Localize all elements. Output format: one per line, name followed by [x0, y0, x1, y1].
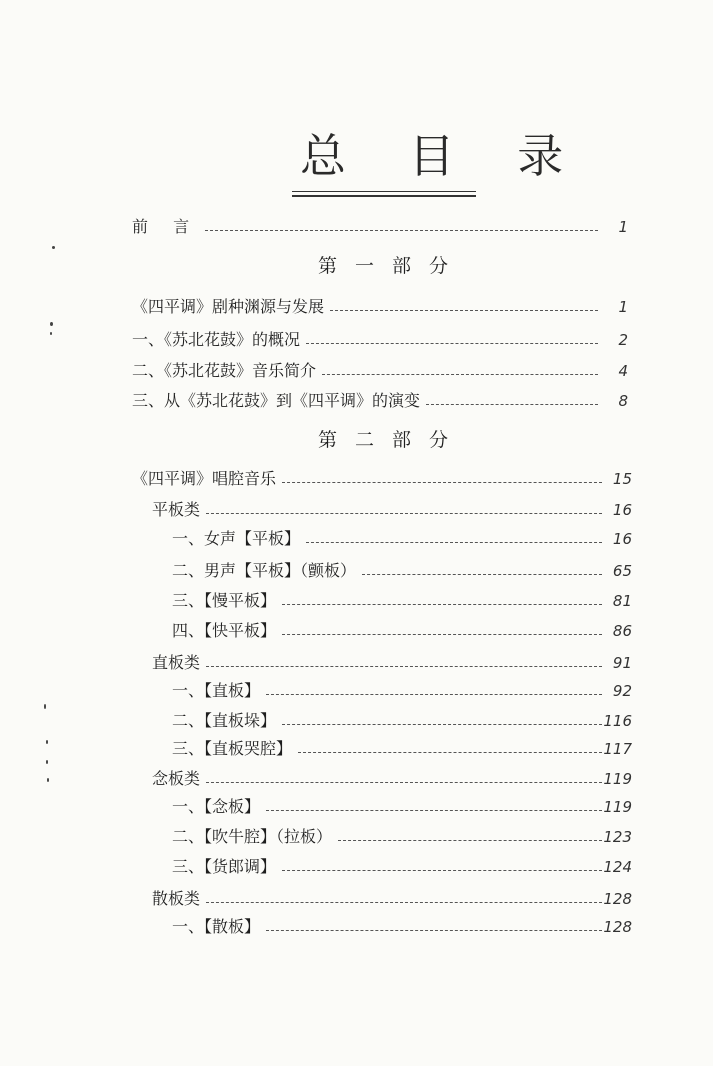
scan-speck	[47, 778, 49, 782]
toc-entry	[172, 524, 632, 550]
entry-page-number: 15	[612, 470, 632, 488]
entry-label: 念板类	[152, 769, 201, 788]
entry-page-number: 119	[603, 770, 632, 788]
entry-label: 二、【直板垛】	[172, 711, 277, 730]
dot-leader	[338, 840, 602, 841]
dot-leader	[206, 513, 602, 514]
entry-page-number: 117	[603, 740, 632, 758]
dot-leader	[362, 574, 602, 575]
entry-page-number: 16	[612, 530, 632, 548]
entry-label: 平板类	[152, 500, 201, 519]
section-heading-part-two: 第二部分	[318, 429, 467, 451]
entry-label: 三、【货郎调】	[172, 857, 277, 876]
toc-entry	[132, 325, 628, 351]
entry-label: 一、【散板】	[172, 917, 261, 936]
toc-entry	[172, 556, 632, 582]
entry-page-number: 128	[603, 890, 632, 908]
entry-page-number: 92	[612, 682, 632, 700]
entry-label: 二、《苏北花鼓》音乐简介	[132, 361, 317, 380]
entry-page-number: 1	[618, 298, 628, 316]
dot-leader	[205, 230, 598, 231]
entry-label: 二、【吹牛腔】（拉板）	[172, 827, 333, 846]
entry-label: 一、【直板】	[172, 681, 261, 700]
entry-label: 《四平调》剧种渊源与发展	[132, 297, 325, 316]
toc-entry	[132, 292, 628, 318]
toc-entry	[132, 464, 632, 490]
entry-label: 三、从《苏北花鼓》到《四平调》的演变	[132, 391, 421, 410]
entry-page-number: 119	[603, 798, 632, 816]
dot-leader	[282, 870, 602, 871]
toc-entry	[152, 764, 632, 790]
entry-label: 散板类	[152, 889, 201, 908]
entry-page-number: 4	[618, 362, 628, 380]
dot-leader	[282, 724, 602, 725]
entry-page-number: 81	[612, 592, 632, 610]
toc-entry	[152, 884, 632, 910]
entry-label: 一、《苏北花鼓》的概况	[132, 330, 301, 349]
scan-speck	[50, 332, 52, 335]
dot-leader	[426, 404, 598, 405]
dot-leader	[330, 310, 598, 311]
toc-entry	[172, 734, 632, 760]
entry-page-number: 128	[603, 918, 632, 936]
dot-leader	[206, 666, 602, 667]
scan-speck	[50, 322, 53, 326]
dot-leader	[306, 542, 602, 543]
title-underline	[292, 191, 476, 192]
dot-leader	[266, 810, 602, 811]
entry-page-number: 65	[612, 562, 632, 580]
scan-speck	[46, 740, 48, 744]
dot-leader	[282, 482, 602, 483]
dot-leader	[282, 634, 602, 635]
toc-entry	[132, 386, 628, 412]
dot-leader	[206, 782, 602, 783]
dot-leader	[306, 343, 598, 344]
entry-label: 直板类	[152, 653, 201, 672]
toc-entry	[172, 912, 632, 938]
entry-page-number: 116	[603, 712, 632, 730]
dot-leader	[282, 604, 602, 605]
entry-label: 三、【直板哭腔】	[172, 739, 293, 758]
entry-label: 一、【念板】	[172, 797, 261, 816]
dot-leader	[298, 752, 602, 753]
dot-leader	[266, 694, 602, 695]
entry-label: 一、女声【平板】	[172, 529, 301, 548]
dot-leader	[322, 374, 598, 375]
entry-label: 前 言	[132, 217, 200, 236]
scan-speck	[46, 760, 48, 764]
toc-entry	[132, 356, 628, 382]
dot-leader	[266, 930, 602, 931]
page-title: 总 目 录	[300, 129, 588, 183]
entry-page-number: 123	[603, 828, 632, 846]
entry-label: 《四平调》唱腔音乐	[132, 469, 277, 488]
entry-label: 四、【快平板】	[172, 621, 277, 640]
toc-entry	[172, 586, 632, 612]
title-double-underline	[292, 195, 476, 197]
toc-entry-preface	[132, 212, 628, 238]
dot-leader	[206, 902, 602, 903]
section-heading-part-one: 第一部分	[318, 255, 467, 277]
scan-speck	[52, 246, 55, 249]
entry-page-number: 2	[618, 331, 628, 349]
scan-speck	[44, 704, 46, 709]
entry-page-number: 1	[618, 218, 628, 236]
entry-label: 三、【慢平板】	[172, 591, 277, 610]
toc-entry	[152, 648, 632, 674]
toc-entry	[172, 792, 632, 818]
toc-entry	[172, 706, 632, 732]
toc-entry	[172, 852, 632, 878]
entry-page-number: 124	[603, 858, 632, 876]
entry-page-number: 16	[612, 501, 632, 519]
toc-entry	[172, 822, 632, 848]
toc-entry	[172, 676, 632, 702]
entry-label: 二、男声【平板】（颤板）	[172, 561, 357, 580]
entry-page-number: 86	[612, 622, 632, 640]
entry-page-number: 8	[618, 392, 628, 410]
entry-page-number: 91	[612, 654, 632, 672]
toc-entry	[172, 616, 632, 642]
toc-entry	[152, 495, 632, 521]
